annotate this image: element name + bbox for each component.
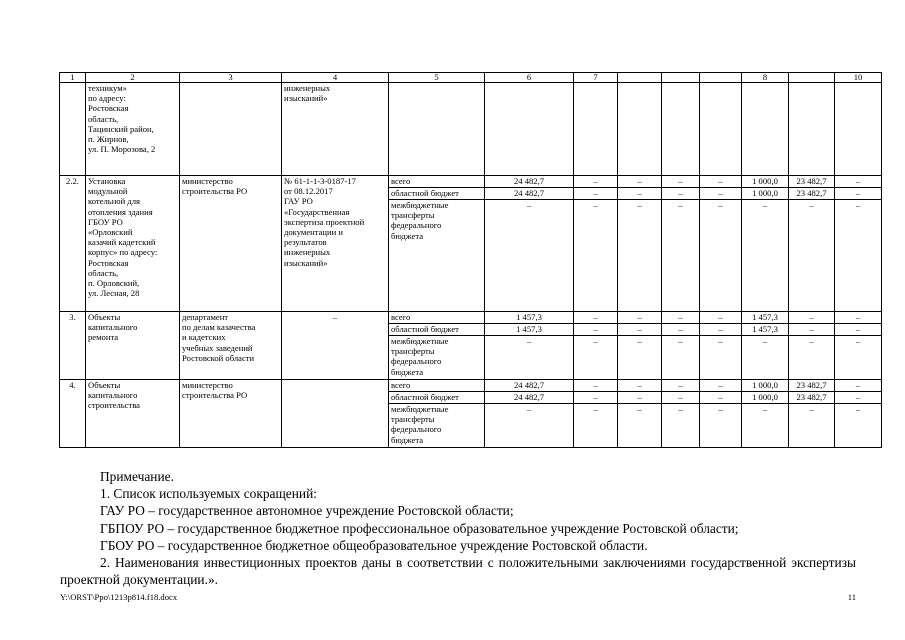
note-1: 1. Список используемых сокращений: [100, 486, 317, 502]
value-cell: – [700, 324, 742, 336]
value-cell: – [662, 336, 700, 380]
value-cell: 1 457,3 [742, 324, 789, 336]
value-cell: 23 482,7 [789, 188, 835, 200]
value-cell: – [574, 336, 618, 380]
value-cell: – [835, 200, 882, 312]
row-group-2-2 [60, 176, 882, 312]
value-cell: – [789, 336, 835, 380]
table-row [60, 312, 882, 324]
value-cell: – [789, 312, 835, 324]
value-cell: – [789, 324, 835, 336]
budget-table [59, 72, 882, 448]
value-cell: – [789, 404, 835, 448]
value-cell: – [618, 312, 662, 324]
value-cell: – [742, 404, 789, 448]
value-cell: – [789, 200, 835, 312]
executor-cell: департамент по делам казачества и кадетских учебных заведений Ростовской области [180, 312, 282, 380]
expertise-cell: № 61-1-1-3-0187-17 от 08.12.2017 ГАУ РО «Государственная экспертиза проектной документации и результатов инженерных изысканий» [282, 176, 389, 312]
value-cell: – [618, 380, 662, 392]
value-cell: 1 457,3 [742, 312, 789, 324]
funding-source-cell: межбюджетные трансферты федерального бюджета [389, 200, 485, 312]
header-cell: 3 [180, 73, 282, 83]
header-cell: 1 [60, 73, 86, 83]
value-cell: 1 000,0 [742, 392, 789, 404]
value-cell: – [485, 336, 574, 380]
header-cell: 7 [574, 73, 618, 83]
value-cell: – [835, 312, 882, 324]
value-cell: 1 000,0 [742, 176, 789, 188]
value-cell: – [662, 324, 700, 336]
header-cell [700, 73, 742, 83]
value-cell: – [835, 380, 882, 392]
funding-source-cell: областной бюджет [389, 324, 485, 336]
value-cell: – [662, 380, 700, 392]
header-cell: 4 [282, 73, 389, 83]
object-name-cell: Установка модульной котельной для отопления здания ГБОУ РО «Орловский казачий кадетский корпус» по адресу: Ростовская область, п. Орловский, ул. Лесная, 28 [86, 176, 180, 312]
value-cell: 24 482,7 [485, 392, 574, 404]
value-cell: – [700, 200, 742, 312]
funding-source-cell: всего [389, 176, 485, 188]
value-cell: – [700, 404, 742, 448]
value-cell: – [574, 312, 618, 324]
value-cell: – [662, 392, 700, 404]
notes-title: Примечание. [100, 469, 174, 484]
expertise-cell [282, 380, 389, 448]
value-cell: – [574, 392, 618, 404]
note-2: 2. Наименования инвестиционных проектов даны в соответствии с положительными заключениями государственной экспертизы проектной документации.». [60, 555, 856, 588]
funding-source-cell: областной бюджет [389, 392, 485, 404]
value-cell: 1 000,0 [742, 188, 789, 200]
header-cell [662, 73, 700, 83]
value-cell: 1 457,3 [485, 312, 574, 324]
expertise-cell: – [282, 312, 389, 380]
value-cell: – [618, 200, 662, 312]
object-name-cell: Объекты капитального ремонта [86, 312, 180, 380]
value-cell: 1 457,3 [485, 324, 574, 336]
page-number: 11 [847, 592, 856, 602]
table-row [60, 176, 882, 188]
row-number-cell: 3. [60, 312, 86, 380]
value-cell: – [485, 200, 574, 312]
value-cell: – [618, 324, 662, 336]
value-cell: – [700, 188, 742, 200]
value-cell: – [742, 336, 789, 380]
header-cell: 5 [389, 73, 485, 83]
value-cell: 23 482,7 [789, 380, 835, 392]
header-cell: 6 [485, 73, 574, 83]
header-cell: 10 [835, 73, 882, 83]
value-cell: – [574, 404, 618, 448]
value-cell: – [835, 336, 882, 380]
value-cell: – [742, 200, 789, 312]
header-row [60, 73, 882, 83]
object-name-cell: Объекты капитального строительства [86, 380, 180, 448]
value-cell: – [835, 324, 882, 336]
table-row [60, 380, 882, 392]
abbrev-gau: ГАУ РО – государственное автономное учреждение Ростовской области; [100, 503, 514, 519]
value-cell: 24 482,7 [485, 176, 574, 188]
value-cell: – [574, 324, 618, 336]
header-cell: 8 [742, 73, 789, 83]
value-cell: – [835, 176, 882, 188]
value-cell: – [835, 404, 882, 448]
row-number-cell: 4. [60, 380, 86, 448]
value-cell: 24 482,7 [485, 188, 574, 200]
row-number-cell: 2.2. [60, 176, 86, 312]
value-cell: – [700, 380, 742, 392]
value-cell: – [574, 380, 618, 392]
value-cell: – [574, 200, 618, 312]
header-cell [789, 73, 835, 83]
value-cell: – [618, 188, 662, 200]
header-cell [618, 73, 662, 83]
funding-source-cell: межбюджетные трансферты федерального бюджета [389, 404, 485, 448]
value-cell: – [618, 176, 662, 188]
funding-source-cell: всего [389, 380, 485, 392]
file-path: Y:\ORST\Ppo\1213p814.f18.docx [60, 592, 178, 602]
value-cell: – [574, 188, 618, 200]
continuation-row [60, 83, 882, 176]
abbrev-gbou: ГБОУ РО – государственное бюджетное общеобразовательное учреждение Ростовской области. [100, 537, 648, 553]
value-cell: – [700, 336, 742, 380]
abbrev-gbpou: ГБПОУ РО – государственное бюджетное профессиональное образовательное учреждение Ростовской области; [100, 520, 739, 536]
value-cell: – [662, 188, 700, 200]
value-cell: – [835, 188, 882, 200]
value-cell: – [835, 392, 882, 404]
funding-source-cell: всего [389, 312, 485, 324]
funding-source-cell: областной бюджет [389, 188, 485, 200]
value-cell: 23 482,7 [789, 176, 835, 188]
value-cell: – [662, 404, 700, 448]
value-cell: – [700, 312, 742, 324]
value-cell: – [700, 392, 742, 404]
value-cell: – [485, 404, 574, 448]
value-cell: 23 482,7 [789, 392, 835, 404]
value-cell: – [574, 176, 618, 188]
value-cell: – [700, 176, 742, 188]
executor-cell: министерство строительства РО [180, 380, 282, 448]
expertise-cell: инженерных изысканий» [282, 83, 389, 176]
value-cell: – [618, 404, 662, 448]
object-name-cell: техникум» по адресу: Ростовская область, Тацинский район, п. Жирнов, ул. П. Морозова, 2 [86, 83, 180, 176]
value-cell: – [662, 176, 700, 188]
value-cell: – [618, 336, 662, 380]
value-cell: – [662, 200, 700, 312]
value-cell: – [662, 312, 700, 324]
row-group-4 [60, 380, 882, 448]
value-cell: – [618, 392, 662, 404]
header-cell: 2 [86, 73, 180, 83]
value-cell: 1 000,0 [742, 380, 789, 392]
row-group-3 [60, 312, 882, 380]
funding-source-cell: межбюджетные трансферты федерального бюджета [389, 336, 485, 380]
notes-block [60, 468, 856, 588]
value-cell: 24 482,7 [485, 380, 574, 392]
executor-cell: министерство строительства РО [180, 176, 282, 312]
